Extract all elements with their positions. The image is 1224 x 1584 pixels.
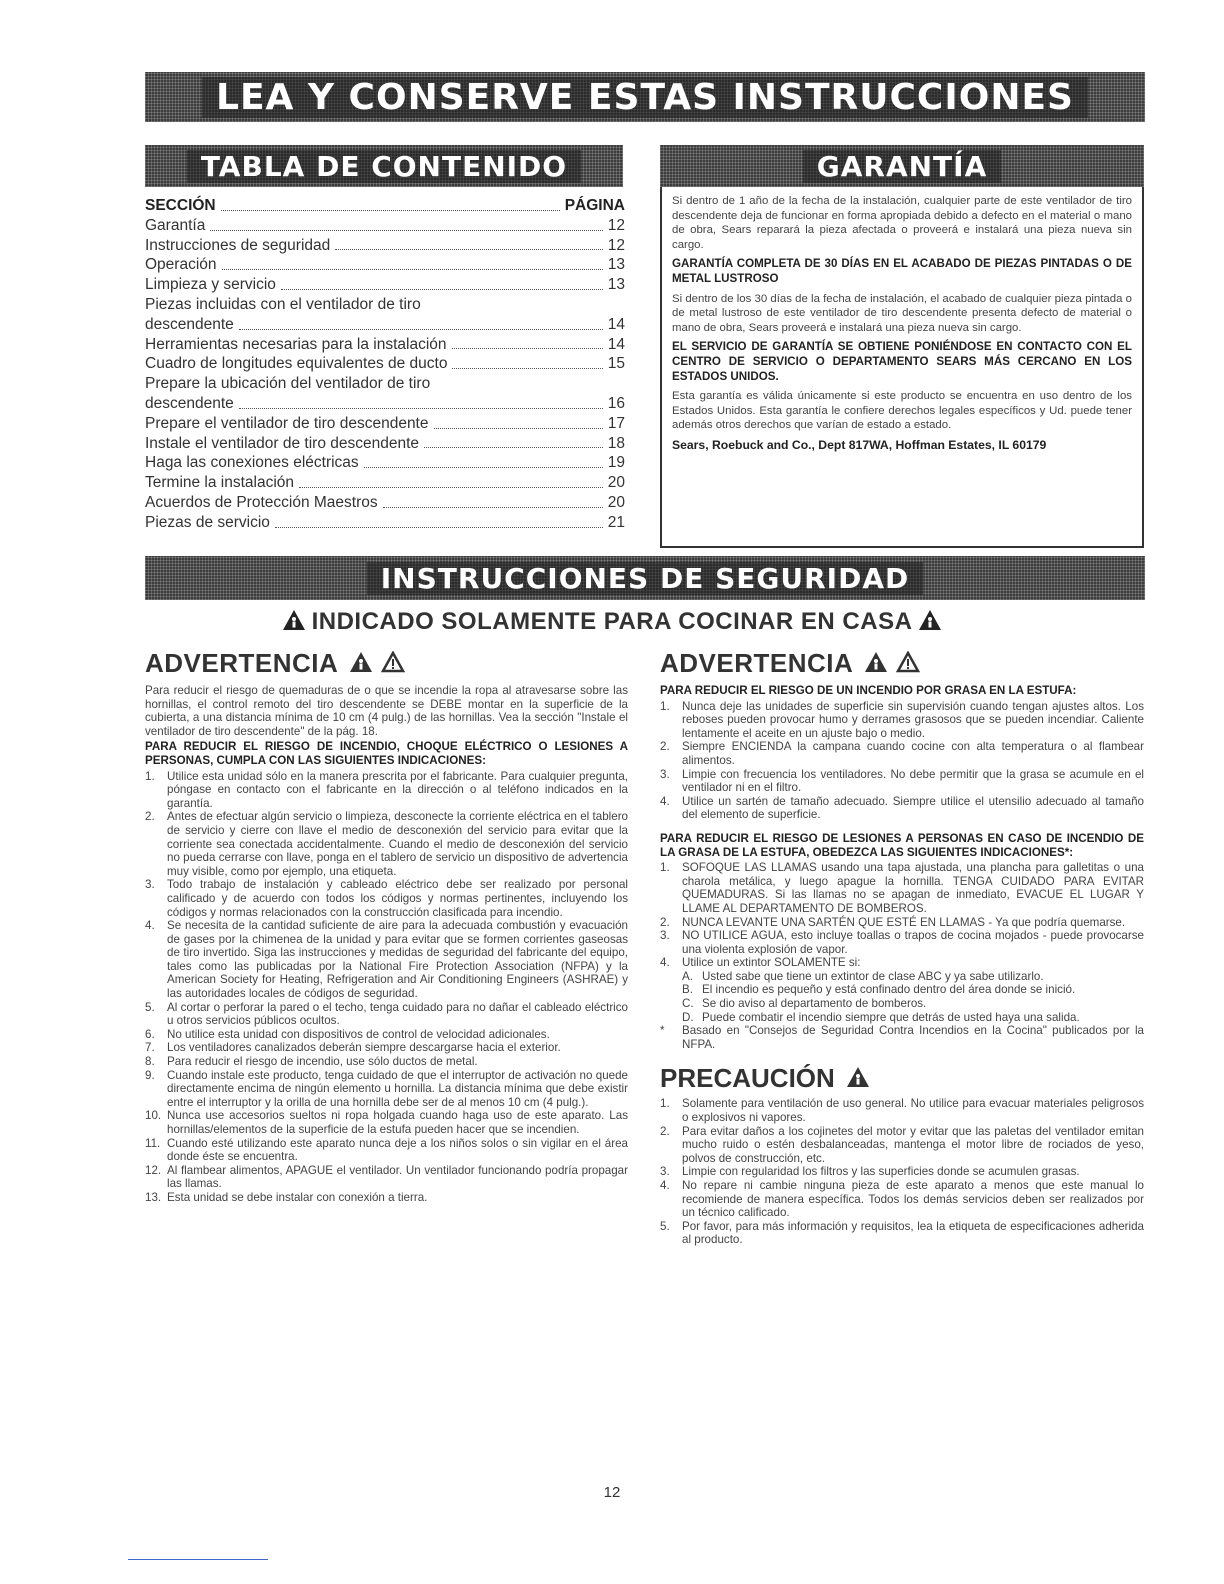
list-item-number: 1.: [660, 699, 670, 713]
list-item: [660, 768, 1144, 795]
main-banner: [145, 72, 1145, 122]
toc-leader: [383, 507, 603, 508]
toc-entry[interactable]: [145, 434, 625, 454]
list-item: [145, 1137, 628, 1164]
toc-entry-page: 13: [607, 276, 625, 294]
toc-leader: [299, 487, 603, 488]
toc-entry[interactable]: [145, 335, 625, 355]
toc-leader: [210, 230, 602, 231]
toc-entry[interactable]: [145, 315, 625, 335]
toc-entry-title: Garantía: [145, 216, 206, 234]
toc-entry[interactable]: [145, 414, 625, 434]
list-item: [660, 916, 1144, 930]
caution-title: PRECAUCIÓN: [660, 1063, 835, 1094]
toc-entry-title: Limpieza y servicio: [145, 276, 276, 294]
warning-person-icon: [918, 609, 942, 631]
warranty-text-3: Esta garantía es válida únicamente si este producto se encuentra en uso dentro de los Estados Unidos. Esta garantía le confiere derechos legales específicos y Ud. puede tener además otros derechos que varían de estado a estado.: [672, 390, 1132, 432]
list-item-number: 2.: [660, 740, 670, 754]
list-item-text: SOFOQUE LAS LLAMAS usando una tapa ajustada, una plancha para galletitas o una charola metálica, y luego apague la hornilla. TENGA CUIDADO PARA EVITAR QUEMADURAS. Si las llamas no se apagan de inmediato, EVACUE EL LUGAR Y LLAME AL DEPARTAMENTO DE BOMBEROS.: [682, 861, 1144, 915]
list-item-number: C.: [682, 997, 694, 1011]
list-item-number: 3.: [660, 767, 670, 781]
list-item-text: Cuando esté utilizando este aparato nunca deje a los niños solos o sin vigilar en el área donde éste se encuentra.: [167, 1136, 628, 1164]
list-item-number: 1.: [145, 769, 155, 783]
toc-entry-page: 18: [607, 434, 625, 452]
list-item-text: Para evitar daños a los cojinetes del motor y evitar que las paletas del ventilador emitan mucho ruido o estén desbalanceadas, mantenga el motor libre de rociados de yeso, polvos de construcción, etc.: [682, 1124, 1144, 1165]
table-of-contents: [145, 196, 625, 533]
toc-entry-title: Herramientas necesarias para la instalación: [145, 335, 447, 353]
warning-person-icon: [864, 651, 888, 673]
list-item-text: Limpie con regularidad los filtros y las superficies donde se acumulen grasas.: [682, 1165, 1080, 1179]
list-item-text: NUNCA LEVANTE UNA SARTÉN QUE ESTÉ EN LLAMAS - Ya que podría quemarse.: [682, 915, 1126, 929]
list-item: [660, 1179, 1144, 1220]
list-item: [145, 919, 628, 1001]
toc-entry[interactable]: [145, 473, 625, 493]
toc-entry-page: 17: [607, 414, 625, 432]
list-item-number: 1.: [660, 1097, 670, 1111]
toc-entry-title: Instrucciones de seguridad: [145, 236, 331, 254]
toc-entry[interactable]: [145, 354, 625, 374]
toc-entry-title: Acuerdos de Protección Maestros: [145, 493, 378, 511]
list-item-text: Utilice un sartén de tamaño adecuado. Siempre utilice el utensilio adecuado al tamaño del elemento de superficie.: [682, 794, 1144, 822]
warranty-text-1: Si dentro de 1 año de la fecha de la instalación, cualquier parte de este ventilador de tiro descendente deja de funcionar en forma apropiada debido a defecto en el material o mano de obra, Sears reparará la pieza afectada o proveerá e instalará una pieza nueva sin cargo.: [672, 195, 1132, 251]
list-item-text: Al cortar o perforar la pared o el techo, tenga cuidado para no dañar el cableado eléctrico u otros servicios públicos ocultos.: [167, 1000, 628, 1028]
toc-leader: [281, 289, 603, 290]
home-cooking-text: INDICADO SOLAMENTE PARA COCINAR EN CASA: [311, 608, 913, 635]
home-cooking-heading: [0, 608, 1224, 636]
list-item-number: 6.: [145, 1027, 155, 1041]
caution-list: [660, 1097, 1144, 1247]
list-item-text: No repare ni cambie ninguna pieza de este aparato a menos que este manual lo recomiende de manera específica. Todos los demás servicios deben ser realizados por un técnico calificado.: [682, 1179, 1144, 1220]
list-item-text: Usted sabe que tiene un extintor de clase ABC y ya sabe utilizarlo.: [702, 969, 1044, 983]
list-item-number: 1.: [660, 861, 670, 875]
toc-leader: [275, 527, 603, 528]
list-item-text: Nunca use accesorios sueltos ni ropa holgada cuando haga uso de este aparato. Las hornillas/elementos de la superficie de la estufa pueden hacer que se incendien.: [167, 1109, 628, 1136]
list-item-number: 8.: [145, 1055, 155, 1069]
warning-person-icon: [282, 609, 306, 631]
list-item-text: Todo trabajo de instalación y cableado eléctrico debe ser realizado por personal calificado y de acuerdo con todos los códigos y normas pertinentes, incluyendo los códigos y normas relacionados con la construcción clasificada para incendio.: [167, 878, 628, 919]
toc-entry-page: 12: [607, 236, 625, 254]
list-item: [145, 1028, 628, 1042]
right-column: [660, 648, 1144, 1247]
list-item-number: 5.: [145, 1000, 155, 1014]
right-warning-title: ADVERTENCIA: [660, 648, 853, 678]
list-item: [145, 1164, 628, 1191]
list-item: [660, 795, 1144, 822]
left-intro: Para reducir el riesgo de quemaduras de o que se incendie la ropa al atravesarse sobre las hornillas, el control remoto del tiro descendente se DEBE montar en la superficie de la cubierta, a una distancia mínima de 10 cm (4 pulg.) de las hornillas. Vea la sección "Instale el ventilador de tiro descendente" de la pág. 18.: [145, 684, 628, 738]
list-item: [682, 997, 1144, 1011]
warning-person-icon: [846, 1066, 870, 1088]
toc-leader: [434, 428, 603, 429]
right-list-2: [660, 861, 1144, 970]
toc-entry[interactable]: [145, 255, 625, 275]
toc-entry-line: Prepare la ubicación del ventilador de tiro: [145, 375, 431, 393]
list-item-number: 13.: [145, 1190, 162, 1204]
list-item: [660, 861, 1144, 915]
safety-banner-title: INSTRUCCIONES DE SEGURIDAD: [367, 562, 923, 595]
list-item-number: 3.: [660, 1165, 670, 1179]
right-bold-instruction-2: PARA REDUCIR EL RIESGO DE LESIONES A PERSONAS EN CASO DE INCENDIO DE LA GRASA DE LA ESTUFA, OBEDEZCA LAS SIGUIENTES INDICACIONES*:: [660, 831, 1144, 859]
list-item-text: Nunca deje las unidades de superficie sin supervisión cuando tengan ajustes altos. Los reboses pueden provocar humo y derrames grasosos que se pueden incendiar. Caliente lentamente el aceite en un ajuste bajo o medio.: [682, 699, 1144, 740]
warranty-box: [660, 187, 1144, 548]
list-item: [660, 1097, 1144, 1124]
toc-entry-title: Haga las conexiones eléctricas: [145, 454, 359, 472]
toc-entry-page: 15: [607, 355, 625, 373]
toc-banner: [145, 145, 623, 187]
toc-leader: [335, 249, 602, 250]
toc-entry-title: Instale el ventilador de tiro descendente: [145, 434, 420, 452]
left-bold-instruction: PARA REDUCIR EL RIESGO DE INCENDIO, CHOQUE ELÉCTRICO O LESIONES A PERSONAS, CUMPLA CON LAS SIGUIENTES INDICACIONES:: [145, 740, 628, 767]
list-item-number: A.: [682, 969, 693, 983]
toc-leader: [221, 210, 560, 211]
toc-entry-page: 19: [607, 454, 625, 472]
toc-leader: [239, 329, 603, 330]
right-footnote-list: [660, 1024, 1144, 1051]
list-item-number: B.: [682, 983, 693, 997]
safety-banner: [145, 556, 1145, 600]
toc-entry-page: 21: [607, 513, 625, 531]
list-item-text: Esta unidad se debe instalar con conexión a tierra.: [167, 1190, 428, 1204]
list-item-text: Limpie con frecuencia los ventiladores. No debe permitir que la grasa se acumule en el ventilador ni en el filtro.: [682, 767, 1144, 795]
toc-head-page: PÁGINA: [564, 197, 625, 214]
caution-title-row: [660, 1063, 1144, 1093]
toc-entry-page: 13: [607, 256, 625, 274]
warranty-heading-2: EL SERVICIO DE GARANTÍA SE OBTIENE PONIÉNDOSE EN CONTACTO CON EL CENTRO DE SERVICIO O DEPARTAMENTO SEARS MÁS CERCANO EN LOS ESTADOS UNIDOS.: [672, 340, 1132, 383]
warranty-heading-1: GARANTÍA COMPLETA DE 30 DÍAS EN EL ACABADO DE PIEZAS PINTADAS O DE METAL LUSTROSO: [672, 257, 1132, 285]
list-item-number: 2.: [145, 810, 155, 824]
list-item: [682, 1011, 1144, 1025]
list-item: [145, 1001, 628, 1028]
list-item-text: Antes de efectuar algún servicio o limpieza, desconecte la corriente eléctrica en el tablero de servicio y cierre con llave el medio de desconexión del servicio para evitar que la corriente sea conectada accidentalmente. Cuando el medio de desconexión del servicio no pueda cerrarse con llave, ponga en el tablero de servicio un dispositivo de advertencia muy visible, como por ejemplo, una etiqueta.: [167, 810, 628, 878]
list-item-text: Al flambear alimentos, APAGUE el ventilador. Un ventilador funcionando podría propagar las llamas.: [167, 1163, 628, 1191]
toc-entry[interactable]: [145, 513, 625, 533]
list-item-text: Utilice un extintor SOLAMENTE si:: [682, 956, 861, 970]
list-item-text: Se necesita de la cantidad suficiente de aire para la adecuada combustión y evacuación de gases por la chimenea de la unidad y para evitar que se formen corrientes gaseosas de tiro invertido. Siga las instrucciones y medidas de seguridad del fabricante del equipo, tales como las publicadas por la National Fire Protection Association (NFPA) y la American Society for Heating, Refrigeration and Air Conditioning Engineers (ASHRAE) y las autoridades locales de códigos de seguridad.: [167, 919, 628, 1001]
toc-entry[interactable]: [145, 216, 625, 236]
list-item: [660, 1125, 1144, 1166]
warranty-address: Sears, Roebuck and Co., Dept 817WA, Hoffman Estates, IL 60179: [672, 437, 1047, 452]
list-item-text: Cuando instale este producto, tenga cuidado de que el interruptor de activación no quede directamente encima de ningún elemento u hornilla. La distancia mínima que debe existir entre el interruptor y la orilla de una hornilla debe ser de al menos 10 cm (4 pulg.).: [167, 1068, 628, 1109]
page-number: 12: [603, 1484, 621, 1501]
toc-entry-page: 20: [607, 474, 625, 492]
footnote-mark: *: [660, 1024, 665, 1038]
footnote-text: Basado en "Consejos de Seguridad Contra Incendios en la Cocina" publicados por la NFPA.: [682, 1024, 1144, 1051]
list-item: [145, 810, 628, 878]
list-item-number: 2.: [660, 915, 670, 929]
list-item: [145, 1191, 628, 1205]
list-item-number: 9.: [145, 1068, 155, 1082]
toc-entry-page: 12: [607, 216, 625, 234]
right-sublist: [660, 970, 1144, 1024]
list-item-number: 4.: [145, 919, 155, 933]
toc-banner-title: TABLA DE CONTENIDO: [187, 150, 581, 183]
list-item-number: D.: [682, 1010, 694, 1024]
list-item-text: Por favor, para más información y requisitos, lea la etiqueta de especificaciones adherida al producto.: [682, 1219, 1144, 1247]
toc-entry-title: Cuadro de longitudes equivalentes de ducto: [145, 355, 448, 373]
list-item-number: 3.: [145, 878, 155, 892]
list-item-number: 11.: [145, 1136, 161, 1150]
toc-entry-line: Piezas incluidas con el ventilador de tiro: [145, 295, 421, 313]
toc-leader: [222, 269, 603, 270]
list-item: [660, 956, 1144, 970]
list-item-number: 4.: [660, 794, 670, 808]
right-warning-title-row: [660, 648, 1144, 678]
toc-entry-title: Operación: [145, 256, 217, 274]
list-item-text: Para reducir el riesgo de incendio, use sólo ductos de metal.: [167, 1055, 478, 1069]
list-item-number: 4.: [660, 956, 670, 970]
list-item: [660, 700, 1144, 741]
list-item-text: NO UTILICE AGUA, esto incluye toallas o trapos de cocina mojados - puede provocarse una violenta explosión de vapor.: [682, 929, 1144, 956]
list-item: [660, 1220, 1144, 1247]
list-item: [660, 1165, 1144, 1179]
list-item-text: Los ventiladores canalizados deberán siempre descargarse hacia el exterior.: [167, 1041, 561, 1055]
toc-entry[interactable]: [145, 236, 625, 256]
toc-entry-title: Piezas de servicio: [145, 513, 270, 531]
warning-person-icon: [349, 651, 373, 673]
main-banner-title: LEA Y CONSERVE ESTAS INSTRUCCIONES: [202, 77, 1088, 118]
list-item-text: Se dio aviso al departamento de bomberos.: [702, 997, 927, 1011]
toc-entry-title: descendente: [145, 315, 234, 333]
list-item-number: 4.: [660, 1179, 670, 1192]
toc-leader: [452, 368, 602, 369]
left-warning-title-row: [145, 648, 628, 678]
toc-leader: [452, 348, 603, 349]
toc-entry[interactable]: [145, 394, 625, 414]
warranty-banner-title: GARANTÍA: [803, 150, 1002, 183]
toc-entry[interactable]: [145, 275, 625, 295]
warning-triangle-icon: [896, 651, 920, 673]
right-list-1: [660, 700, 1144, 822]
toc-entry-page: 14: [607, 315, 625, 333]
list-item-text: No utilice esta unidad con dispositivos de control de velocidad adicionales.: [167, 1027, 550, 1041]
toc-leader: [239, 408, 603, 409]
list-item: [145, 1055, 628, 1069]
toc-entry-title: Prepare el ventilador de tiro descendente: [145, 414, 429, 432]
toc-entry[interactable]: [145, 453, 625, 473]
toc-entry[interactable]: [145, 493, 625, 513]
list-item-text: Puede combatir el incendio siempre que detrás de usted haya una salida.: [702, 1010, 1080, 1024]
list-item: [660, 740, 1144, 767]
list-item: [145, 1041, 628, 1055]
footer-rule: [128, 1559, 268, 1560]
footnote: [660, 1024, 1144, 1051]
toc-entry-title: Termine la instalación: [145, 474, 295, 492]
list-item-number: 10.: [145, 1109, 162, 1123]
toc-entry-page: 20: [607, 493, 625, 511]
list-item-text: El incendio es pequeño y está confinado dentro del área donde se inició.: [702, 983, 1076, 997]
list-item-text: Utilice esta unidad sólo en la manera prescrita por el fabricante. Para cualquier pregunta, póngase en contacto con el fabricante en la dirección o al teléfono indicados en la garantía.: [167, 769, 628, 810]
warranty-banner: [660, 145, 1144, 187]
list-item-number: 7.: [145, 1041, 155, 1055]
list-item-text: Siempre ENCIENDA la campana cuando cocine con alta temperatura o al flambear alimentos.: [682, 740, 1144, 767]
toc-leader: [424, 447, 603, 448]
toc-rows: [145, 216, 625, 533]
left-column: [145, 648, 628, 1205]
list-item-text: Solamente para ventilación de uso general. No utilice para evacuar materiales peligrosos o explosivos ni vapores.: [682, 1097, 1144, 1125]
list-item-number: 3.: [660, 929, 670, 943]
toc-entry-page: 14: [607, 335, 625, 353]
toc-header: [145, 196, 625, 216]
list-item: [145, 1109, 628, 1136]
left-list: [145, 770, 628, 1205]
list-item: [682, 983, 1144, 997]
list-item-number: 12.: [145, 1163, 162, 1177]
list-item: [145, 1069, 628, 1110]
right-bold-instruction-1: PARA REDUCIR EL RIESGO DE UN INCENDIO POR GRASA EN LA ESTUFA:: [660, 684, 1077, 697]
toc-head-section: SECCIÓN: [145, 197, 216, 214]
list-item: [145, 770, 628, 811]
list-item-number: 5.: [660, 1219, 670, 1233]
toc-leader: [364, 467, 603, 468]
toc-entry-title: descendente: [145, 394, 234, 412]
left-warning-title: ADVERTENCIA: [145, 648, 338, 678]
list-item-number: 2.: [660, 1124, 670, 1138]
list-item: [145, 878, 628, 919]
toc-entry-page: 16: [607, 394, 625, 412]
warranty-text-2: Si dentro de los 30 días de la fecha de instalación, el acabado de cualquier pieza pintada o de metal lustroso de este ventilador de tiro descendente presenta defecto de material o mano de obra, Sears proveerá e instalará una pieza nueva sin cargo.: [672, 292, 1132, 334]
list-item: [682, 970, 1144, 984]
list-item: [660, 929, 1144, 956]
warning-triangle-icon: [381, 651, 405, 673]
